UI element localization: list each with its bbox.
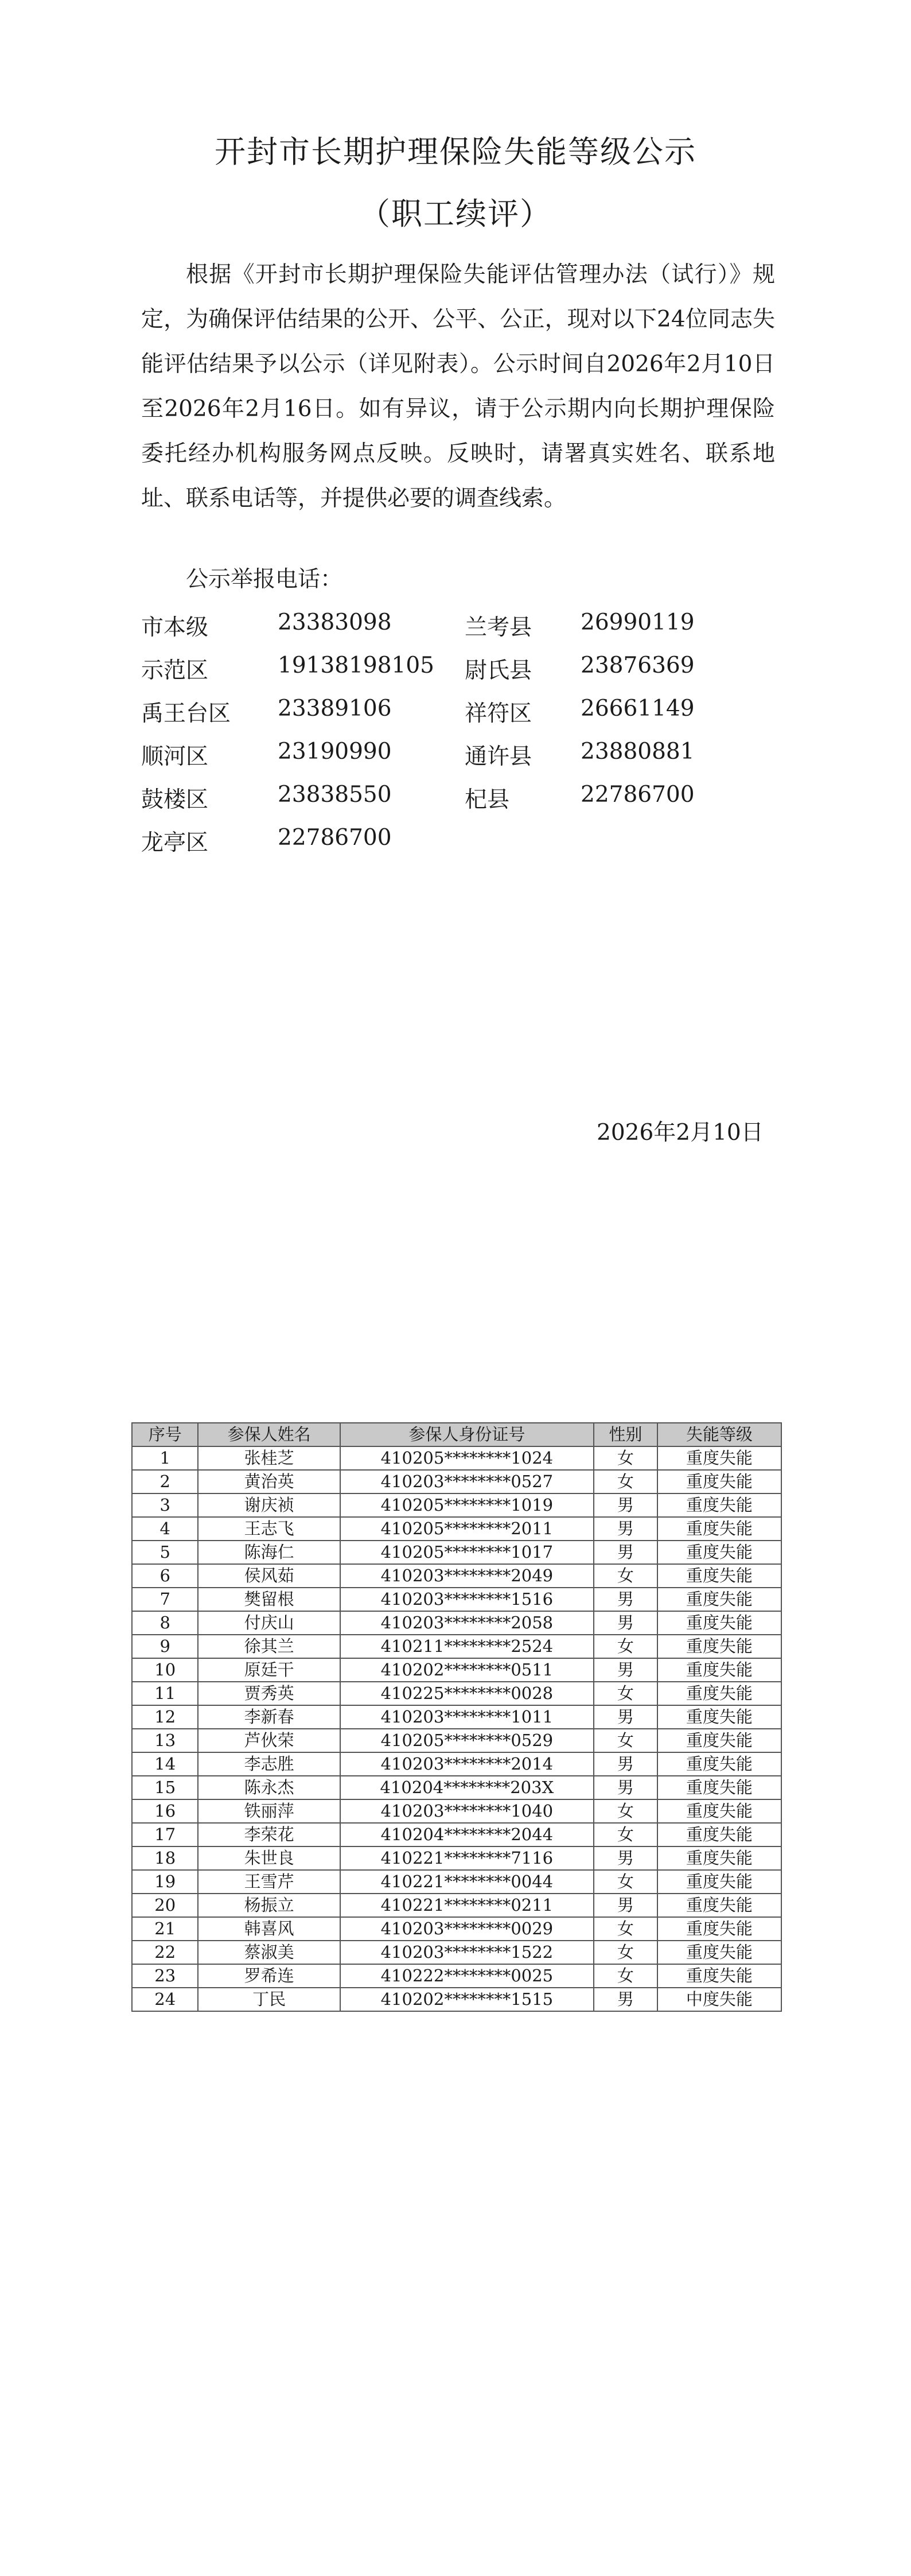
cell-id-number: 410225********0028 — [340, 1682, 594, 1705]
assessment-table — [131, 1422, 782, 2012]
cell-gender: 男 — [594, 1776, 657, 1799]
cell-name: 李志胜 — [198, 1752, 340, 1776]
cell-gender: 女 — [594, 1446, 657, 1470]
cell-gender: 女 — [594, 1635, 657, 1658]
cell-name: 铁丽萍 — [198, 1799, 340, 1823]
cell-id-number: 410205********2011 — [340, 1517, 594, 1541]
cell-index: 8 — [132, 1611, 198, 1635]
cell-id-number: 410205********1019 — [340, 1493, 594, 1517]
cell-gender: 男 — [594, 1894, 657, 1917]
cell-gender: 女 — [594, 1682, 657, 1705]
table-row — [132, 1776, 781, 1799]
cell-name: 蔡淑美 — [198, 1941, 340, 1964]
contact-district: 祥符区 — [465, 701, 532, 727]
contact-district: 顺河区 — [141, 744, 209, 770]
header-index: 序号 — [132, 1423, 198, 1446]
table-row — [132, 1682, 781, 1705]
contact-row — [141, 696, 715, 739]
cell-disability-level: 重度失能 — [657, 1752, 781, 1776]
notice-date: 2026年2月10日 — [597, 1120, 764, 1146]
table-row — [132, 1705, 781, 1729]
table-row — [132, 1611, 781, 1635]
contact-phone: 23876369 — [581, 653, 695, 678]
cell-disability-level: 重度失能 — [657, 1870, 781, 1894]
cell-name: 贾秀英 — [198, 1682, 340, 1705]
cell-gender: 男 — [594, 1517, 657, 1541]
cell-id-number: 410203********0029 — [340, 1917, 594, 1941]
cell-index: 5 — [132, 1541, 198, 1564]
cell-gender: 男 — [594, 1611, 657, 1635]
table-row — [132, 1729, 781, 1752]
table-header-row — [132, 1423, 781, 1446]
table-row — [132, 1799, 781, 1823]
cell-index: 19 — [132, 1870, 198, 1894]
cell-gender: 男 — [594, 1846, 657, 1870]
cell-disability-level: 重度失能 — [657, 1776, 781, 1799]
cell-id-number: 410202********1515 — [340, 1988, 594, 2011]
cell-index: 24 — [132, 1988, 198, 2011]
cell-id-number: 410205********1017 — [340, 1541, 594, 1564]
cell-disability-level: 重度失能 — [657, 1493, 781, 1517]
cell-id-number: 410221********7116 — [340, 1846, 594, 1870]
cell-disability-level: 重度失能 — [657, 1823, 781, 1846]
cell-index: 23 — [132, 1964, 198, 1988]
cell-id-number: 410222********0025 — [340, 1964, 594, 1988]
cell-disability-level: 重度失能 — [657, 1729, 781, 1752]
cell-gender: 女 — [594, 1964, 657, 1988]
cell-index: 1 — [132, 1446, 198, 1470]
contact-row — [141, 653, 715, 696]
cell-index: 4 — [132, 1517, 198, 1541]
table-row — [132, 1988, 781, 2011]
cell-id-number: 410205********0529 — [340, 1729, 594, 1752]
cell-gender: 女 — [594, 1823, 657, 1846]
table-row — [132, 1541, 781, 1564]
contact-list — [141, 610, 715, 868]
cell-index: 6 — [132, 1564, 198, 1588]
cell-id-number: 410203********1516 — [340, 1588, 594, 1611]
table-row — [132, 1823, 781, 1846]
table-row — [132, 1752, 781, 1776]
cell-id-number: 410203********1040 — [340, 1799, 594, 1823]
contact-row — [141, 782, 715, 825]
cell-index: 21 — [132, 1917, 198, 1941]
cell-gender: 女 — [594, 1799, 657, 1823]
cell-name: 李荣花 — [198, 1823, 340, 1846]
table-row — [132, 1493, 781, 1517]
cell-name: 韩喜风 — [198, 1917, 340, 1941]
cell-name: 罗希连 — [198, 1964, 340, 1988]
cell-name: 原廷干 — [198, 1658, 340, 1682]
contact-phone: 26661149 — [581, 696, 695, 721]
table-row — [132, 1658, 781, 1682]
table-row — [132, 1588, 781, 1611]
cell-name: 王雪芹 — [198, 1870, 340, 1894]
cell-disability-level: 中度失能 — [657, 1988, 781, 2011]
cell-disability-level: 重度失能 — [657, 1894, 781, 1917]
report-phone-label: 公示举报电话： — [186, 567, 343, 592]
cell-name: 陈海仁 — [198, 1541, 340, 1564]
table-row — [132, 1917, 781, 1941]
table-row — [132, 1470, 781, 1493]
cell-gender: 女 — [594, 1941, 657, 1964]
contact-district: 通许县 — [465, 744, 532, 770]
cell-name: 徐其兰 — [198, 1635, 340, 1658]
cell-disability-level: 重度失能 — [657, 1541, 781, 1564]
table-row — [132, 1446, 781, 1470]
contact-phone: 23838550 — [278, 782, 392, 808]
contact-phone: 22786700 — [581, 782, 695, 808]
cell-id-number: 410202********0511 — [340, 1658, 594, 1682]
table-row — [132, 1846, 781, 1870]
cell-index: 12 — [132, 1705, 198, 1729]
cell-name: 谢庆祯 — [198, 1493, 340, 1517]
cell-id-number: 410203********1011 — [340, 1705, 594, 1729]
cell-disability-level: 重度失能 — [657, 1682, 781, 1705]
cell-disability-level: 重度失能 — [657, 1941, 781, 1964]
cell-index: 15 — [132, 1776, 198, 1799]
cell-id-number: 410204********2044 — [340, 1823, 594, 1846]
cell-id-number: 410221********0211 — [340, 1894, 594, 1917]
cell-name: 付庆山 — [198, 1611, 340, 1635]
contact-district: 示范区 — [141, 658, 209, 684]
cell-disability-level: 重度失能 — [657, 1564, 781, 1588]
cell-disability-level: 重度失能 — [657, 1846, 781, 1870]
cell-name: 黄治英 — [198, 1470, 340, 1493]
contact-phone: 22786700 — [278, 825, 392, 851]
table-row — [132, 1941, 781, 1964]
cell-name: 陈永杰 — [198, 1776, 340, 1799]
contact-district: 龙亭区 — [141, 830, 209, 856]
cell-disability-level: 重度失能 — [657, 1446, 781, 1470]
cell-gender: 男 — [594, 1588, 657, 1611]
cell-index: 22 — [132, 1941, 198, 1964]
cell-index: 17 — [132, 1823, 198, 1846]
cell-disability-level: 重度失能 — [657, 1470, 781, 1493]
cell-disability-level: 重度失能 — [657, 1588, 781, 1611]
cell-gender: 女 — [594, 1917, 657, 1941]
page-subtitle: （职工续评） — [359, 196, 552, 232]
cell-id-number: 410203********2014 — [340, 1752, 594, 1776]
table-body — [132, 1446, 781, 2011]
cell-id-number: 410211********2524 — [340, 1635, 594, 1658]
contact-row — [141, 739, 715, 782]
contact-district: 杞县 — [465, 787, 510, 813]
cell-index: 11 — [132, 1682, 198, 1705]
cell-id-number: 410203********0527 — [340, 1470, 594, 1493]
contact-phone: 26990119 — [581, 610, 695, 635]
header-name: 参保人姓名 — [198, 1423, 340, 1446]
contact-district: 鼓楼区 — [141, 787, 209, 813]
cell-id-number: 410203********1522 — [340, 1941, 594, 1964]
header-id-number: 参保人身份证号 — [340, 1423, 594, 1446]
cell-id-number: 410204********203X — [340, 1776, 594, 1799]
cell-disability-level: 重度失能 — [657, 1964, 781, 1988]
cell-index: 2 — [132, 1470, 198, 1493]
cell-disability-level: 重度失能 — [657, 1917, 781, 1941]
cell-gender: 男 — [594, 1493, 657, 1517]
cell-name: 张桂芝 — [198, 1446, 340, 1470]
cell-index: 18 — [132, 1846, 198, 1870]
contact-district: 禹王台区 — [141, 701, 231, 727]
cell-name: 朱世良 — [198, 1846, 340, 1870]
cell-gender: 女 — [594, 1470, 657, 1493]
contact-phone: 23389106 — [278, 696, 392, 721]
table-row — [132, 1564, 781, 1588]
contact-district: 兰考县 — [465, 615, 532, 641]
cell-index: 7 — [132, 1588, 198, 1611]
cell-gender: 女 — [594, 1729, 657, 1752]
cell-disability-level: 重度失能 — [657, 1658, 781, 1682]
cell-id-number: 410205********1024 — [340, 1446, 594, 1470]
cell-disability-level: 重度失能 — [657, 1799, 781, 1823]
cell-disability-level: 重度失能 — [657, 1611, 781, 1635]
cell-gender: 男 — [594, 1658, 657, 1682]
cell-index: 10 — [132, 1658, 198, 1682]
table-row — [132, 1635, 781, 1658]
cell-gender: 女 — [594, 1564, 657, 1588]
header-disability-level: 失能等级 — [657, 1423, 781, 1446]
cell-gender: 男 — [594, 1541, 657, 1564]
contact-phone: 19138198105 — [278, 653, 434, 678]
table-row — [132, 1964, 781, 1988]
table-row — [132, 1870, 781, 1894]
cell-index: 9 — [132, 1635, 198, 1658]
cell-id-number: 410203********2049 — [340, 1564, 594, 1588]
cell-index: 3 — [132, 1493, 198, 1517]
cell-name: 李新春 — [198, 1705, 340, 1729]
cell-index: 20 — [132, 1894, 198, 1917]
table-row — [132, 1517, 781, 1541]
cell-name: 侯风茹 — [198, 1564, 340, 1588]
contact-phone: 23880881 — [581, 739, 695, 765]
cell-gender: 男 — [594, 1705, 657, 1729]
cell-name: 王志飞 — [198, 1517, 340, 1541]
cell-gender: 男 — [594, 1988, 657, 2011]
table-row — [132, 1894, 781, 1917]
cell-name: 樊留根 — [198, 1588, 340, 1611]
cell-gender: 男 — [594, 1752, 657, 1776]
notice-body: 根据《开封市长期护理保险失能评估管理办法（试行）》规定，为确保评估结果的公开、公平、公正，现对以下24位同志失能评估结果予以公示（详见附表）。公示时间自2026年2月10日至2026年2月16日。如有异议，请于公示期内向长期护理保险委托经办机构服务网点反映。反映时，请署真实姓名、联系地址、联系电话等，并提供必要的调查线索。 — [141, 262, 775, 511]
cell-gender: 女 — [594, 1870, 657, 1894]
contact-phone: 23190990 — [278, 739, 392, 765]
cell-disability-level: 重度失能 — [657, 1517, 781, 1541]
cell-index: 16 — [132, 1799, 198, 1823]
cell-index: 13 — [132, 1729, 198, 1752]
cell-name: 丁民 — [198, 1988, 340, 2011]
cell-name: 杨振立 — [198, 1894, 340, 1917]
contact-district: 尉氏县 — [465, 658, 532, 684]
cell-index: 14 — [132, 1752, 198, 1776]
contact-phone: 23383098 — [278, 610, 392, 635]
contact-row — [141, 825, 715, 868]
cell-id-number: 410203********2058 — [340, 1611, 594, 1635]
contact-row — [141, 610, 715, 653]
cell-id-number: 410221********0044 — [340, 1870, 594, 1894]
cell-disability-level: 重度失能 — [657, 1635, 781, 1658]
header-gender: 性别 — [594, 1423, 657, 1446]
page-title: 开封市长期护理保险失能等级公示 — [215, 134, 696, 170]
contact-district: 市本级 — [141, 615, 209, 641]
cell-name: 芦伙荣 — [198, 1729, 340, 1752]
cell-disability-level: 重度失能 — [657, 1705, 781, 1729]
